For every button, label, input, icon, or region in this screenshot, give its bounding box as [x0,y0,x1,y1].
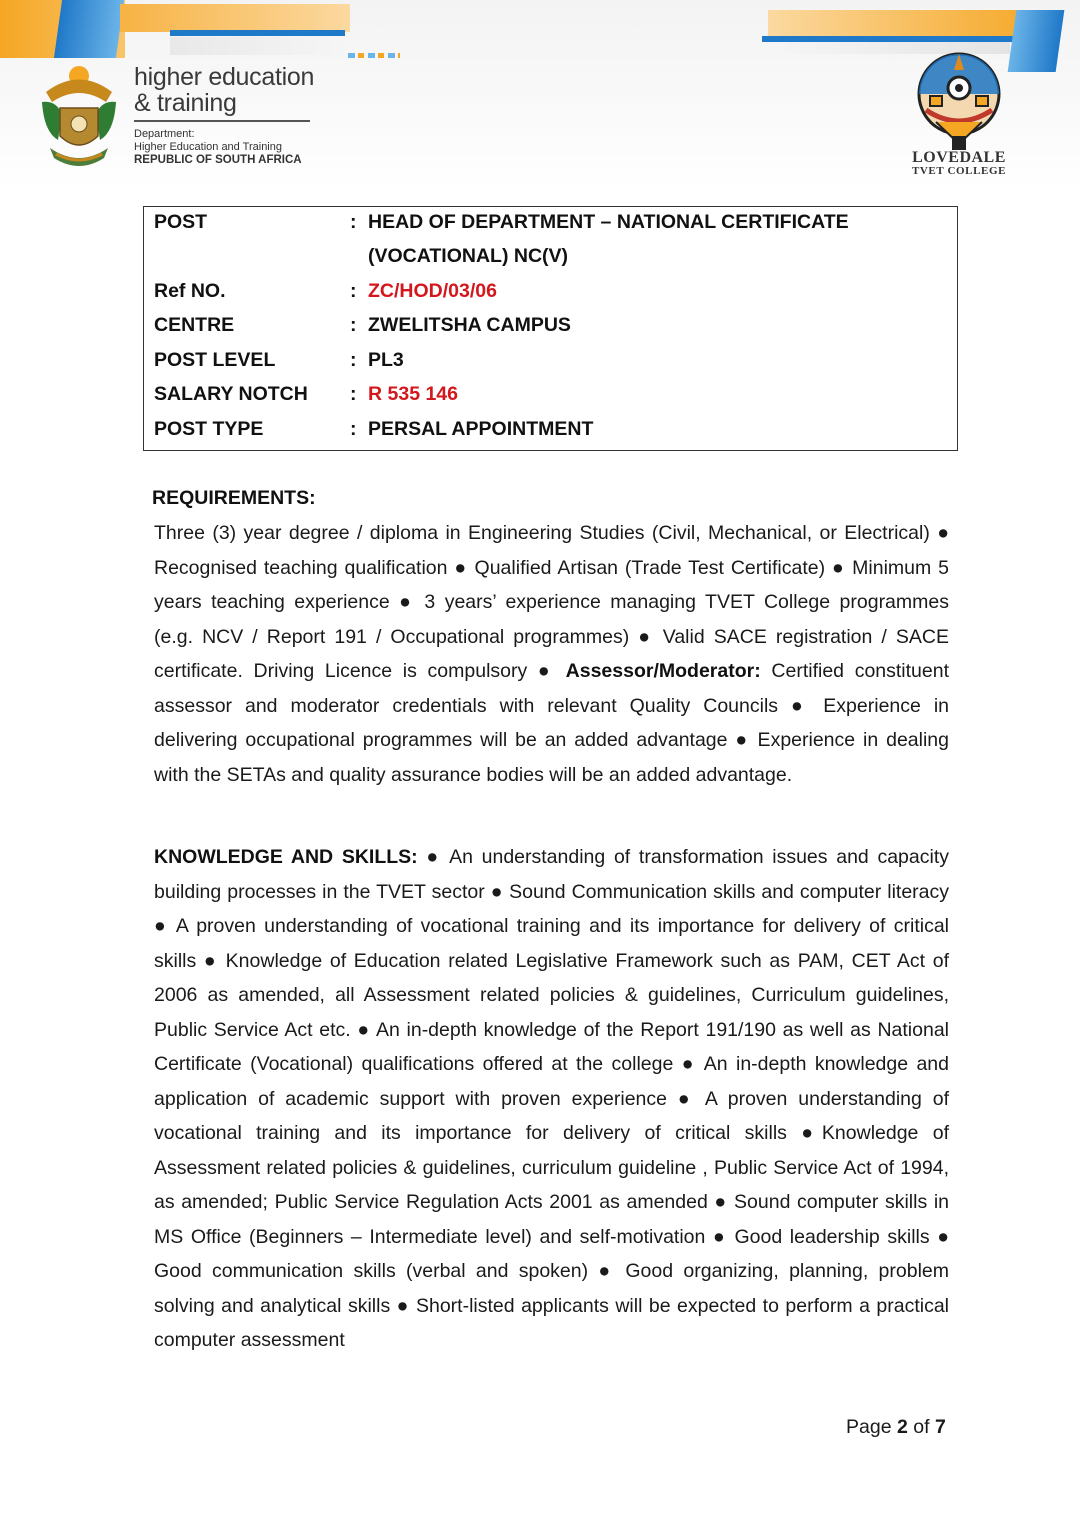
orange-band-right [768,10,1050,36]
centre-label: CENTRE [154,314,235,336]
dhet-title-line2: & training [134,89,237,117]
ref-no-label: Ref NO. [154,280,226,302]
of-word: of [913,1416,930,1438]
post-level-colon: : [350,349,357,371]
dhet-country: REPUBLIC OF SOUTH AFRICA [134,154,302,166]
dhet-divider [134,120,310,122]
page-number [846,1416,946,1439]
dhet-title-line1: higher education [134,63,315,91]
dotted-accent [348,53,400,58]
current-page: 2 [896,1416,908,1438]
knowledge-paragraph [154,840,949,1358]
grey-band-left [170,37,350,55]
page-word: Page [846,1416,892,1438]
centre-colon: : [350,314,357,336]
assessor-moderator-term: Assessor/Moderator: [565,660,761,682]
college-name: LOVEDALE [912,149,1006,166]
requirements-text-before: Three (3) year degree / diploma in Engineering Studies (Civil, Mechanical, or Electrical) ● Recognised teaching qualification ● Qualified Artisan (Trade Test Certificate) ● Minimum 5 years teaching experience ● 3 years’ experience managing TVET College programmes (e.g. NCV / Report 191 / Occupational programmes) ● Valid SACE registration / SACE certificate. Driving Licence is compulsory ● [154,522,949,682]
post-type-label: POST TYPE [154,418,264,440]
post-details-table [143,206,958,451]
post-value-continued: (VOCATIONAL) NC(V) [368,245,569,267]
requirements-heading: REQUIREMENTS: [152,487,316,509]
post-colon: : [350,211,357,233]
post-level-value: PL3 [368,349,404,371]
coat-of-arms-logo [36,62,122,172]
dhet-dept-name: Higher Education and Training [134,141,282,153]
blue-block-right [1008,10,1065,72]
requirements-paragraph [154,516,949,792]
dhet-wordmark [134,64,314,167]
blue-block-left [54,0,124,58]
post-type-value: PERSAL APPOINTMENT [368,418,594,440]
ref-no-colon: : [350,280,357,302]
knowledge-heading: KNOWLEDGE AND SKILLS: [154,846,418,868]
ref-no-value: ZC/HOD/03/06 [368,280,497,302]
college-subtitle: TVET COLLEGE [911,165,1007,177]
post-level-label: POST LEVEL [154,349,276,371]
centre-value: ZWELITSHA CAMPUS [368,314,571,336]
requirements-text-after: Certified constituent assessor and moderator credentials with relevant Quality Councils ● Experience in delivering occupational programmes will be an added advantage ● Experience in dealing with the SETAs and quality assurance bodies will be an added advantage. [154,660,950,786]
salary-notch-value: R 535 146 [368,383,458,405]
salary-notch-colon: : [350,383,357,405]
total-pages: 7 [934,1416,946,1438]
blue-line-left [170,30,345,36]
post-label: POST [154,211,208,233]
post-type-colon: : [350,418,357,440]
post-value: HEAD OF DEPARTMENT – NATIONAL CERTIFICATE [368,211,849,233]
letterhead [0,0,1080,190]
knowledge-text: ● An understanding of transformation issues and capacity building processes in the TVET sector ● Sound Communication skills and computer literacy ● A proven understanding of vocational training and its importance for delivery of critical skills ● Knowledge of Education related Legislative Framework such as PAM, CET Act of 2006 as amended, all Assessment related policies & guidelines, Curriculum guidelines, Public Service Act etc. ● An in-depth knowledge of the Report 191/190 as well as National Certificate (Vocational) qualifications offered at the college ● An in-depth knowledge and application of academic support with proven experience ● A proven understanding of vocational training and its importance for delivery of critical skills ●Knowledge of Assessment related policies & guidelines, curriculum guideline , Public Service Act of 1994, as amended; Public Service Regulation Acts 2001 as amended ● Sound computer skills in MS Office (Beginners – Intermediate level) and self-motivation ● Good leadership skills ● Good communication skills (verbal and spoken) ● Good organizing, planning, problem solving and analytical skills ● Short-listed applicants will be expected to perform a practical computer assessment [154,846,949,1351]
dhet-dept-label: Department: [134,128,195,140]
lovedale-crest-logo [906,52,1012,152]
orange-band-left [120,4,350,32]
salary-notch-label: SALARY NOTCH [154,383,308,405]
